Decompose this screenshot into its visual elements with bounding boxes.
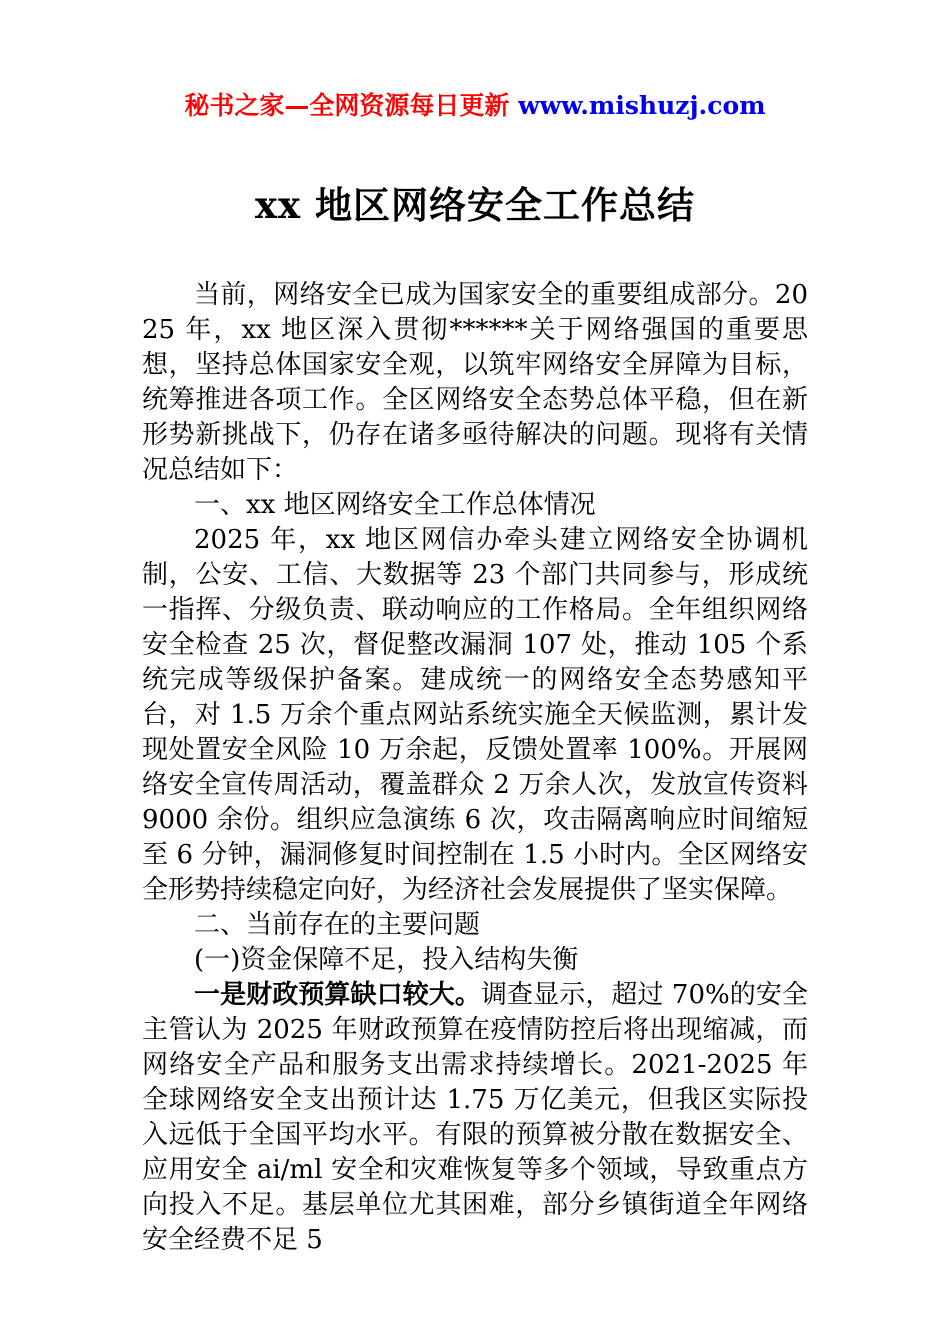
section2-subheading: (一)资金保障不足，投入结构失衡 <box>194 944 579 975</box>
point1-lead-bold: 一是财政预算缺口较大。 <box>194 979 481 1010</box>
point1-rest: 调查显示，超过 70%的安全主管认为 2025 年财政预算在疫情防控后将出现缩减，而网络安全产品和服务支出需求持续增长。2021-2025 年全球网络安全支出预计达 1.75 万亿美元，但我区实际投入远低于全国平均水平。有限的预算被分散在数据安全、应用安全 ai/ml 安全和灾难恢复等多个领域，导致重点方向投入不足。基层单位尤其困难，部分乡镇街道全年网络安全经费不足 5 <box>142 979 808 1255</box>
document-body <box>142 278 808 1258</box>
section2-heading: 二、当前存在的主要问题 <box>194 909 481 940</box>
paragraph-intro: 当前，网络安全已成为国家安全的重要组成部分。2025 年，xx 地区深入贯彻******关于网络强国的重要思想，坚持总体国家安全观，以筑牢网络安全屏障为目标，统筹推进各项工作。全区网络安全态势总体平稳，但在新形势新挑战下，仍存在诸多亟待解决的问题。现将有关情况总结如下： <box>142 279 808 485</box>
site-header <box>142 90 808 121</box>
site-name: 秘书之家 <box>184 91 285 120</box>
section1-heading: 一、xx 地区网络安全工作总体情况 <box>194 489 596 520</box>
section1-body: 2025 年，xx 地区网信办牵头建立网络安全协调机制，公安、工信、大数据等 23 个部门共同参与，形成统一指挥、分级负责、联动响应的工作格局。全年组织网络安全检查 25 次，督促整改漏洞 107 处，推动 105 个系统完成等级保护备案。建成统一的网络安全态势感知平台，对 1.5 万余个重点网站系统实施全天候监测，累计发现处置安全风险 10 万余起，反馈处置率 100%。开展网络安全宣传周活动，覆盖群众 2 万余人次，发放宣传资料 9000 余份。组织应急演练 6 次，攻击隔离响应时间缩短至 6 分钟，漏洞修复时间控制在 1.5 小时内。全区网络安全形势持续稳定向好，为经济社会发展提供了坚实保障。 <box>142 524 808 905</box>
paragraph-point1 <box>142 978 808 1258</box>
site-url-link[interactable]: www.mishuzj.com <box>518 91 766 120</box>
site-tagline: —全网资源每日更新 <box>284 91 519 120</box>
document-title: xx 地区网络安全工作总结 <box>255 183 695 228</box>
